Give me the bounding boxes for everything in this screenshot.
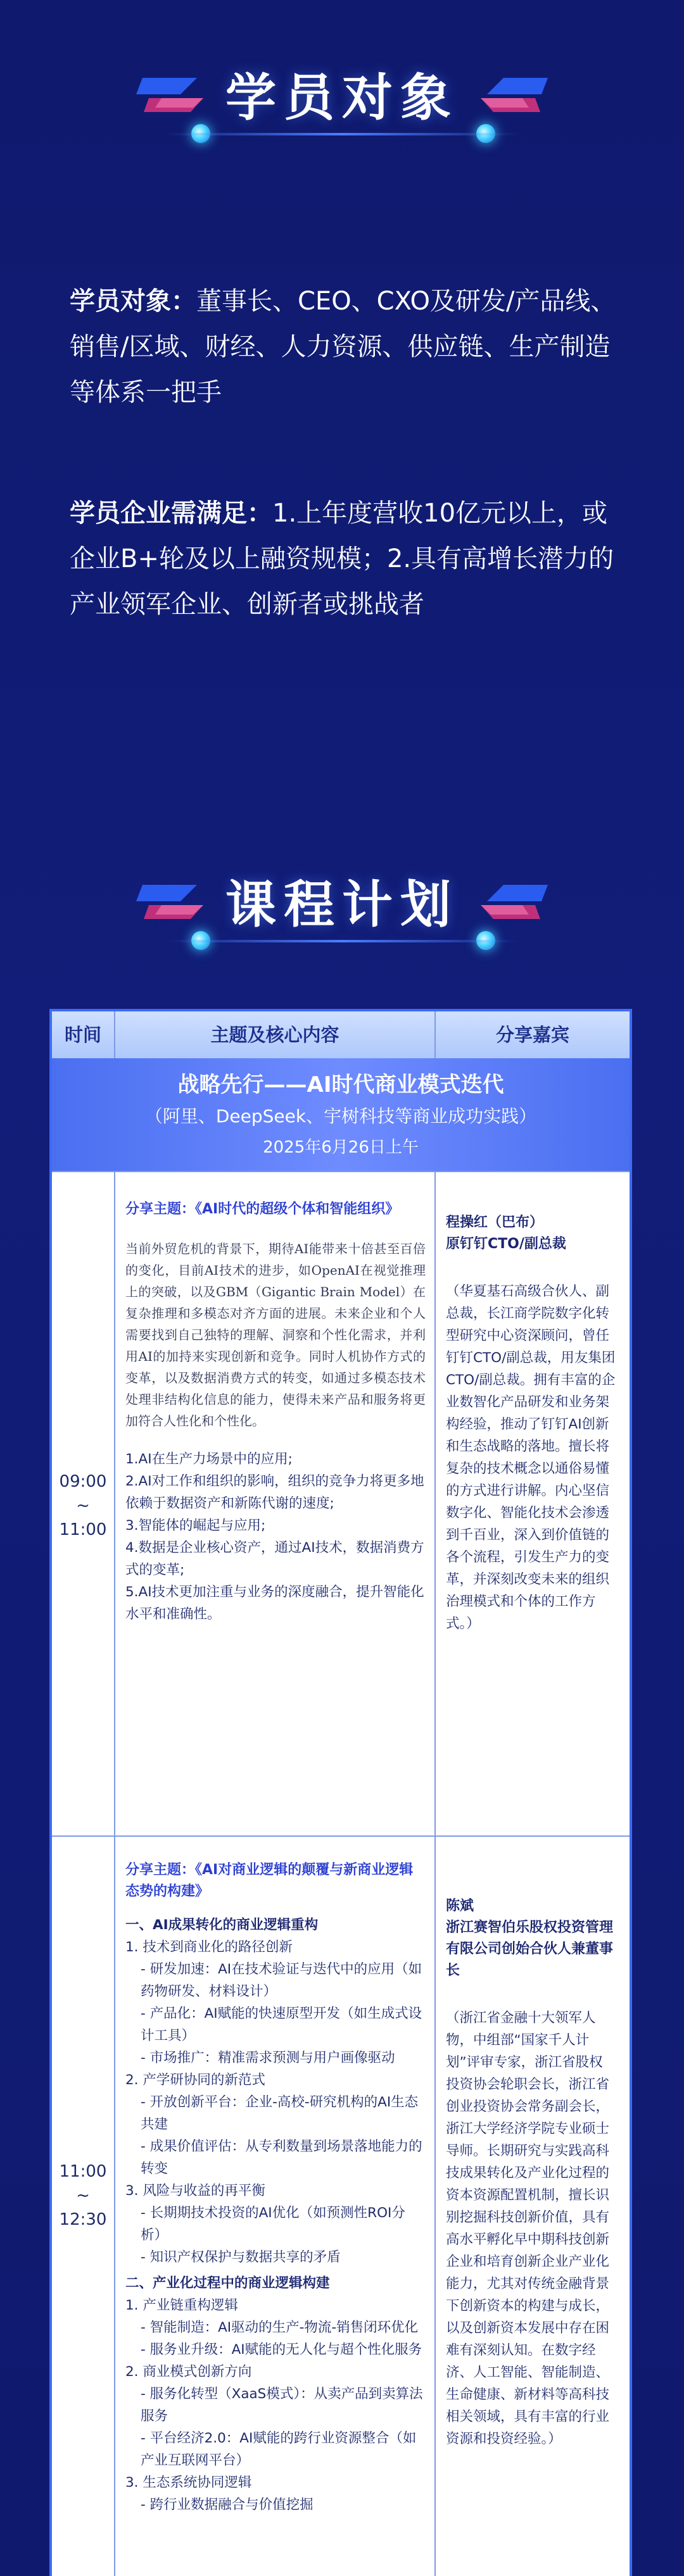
list-item: 4.数据是企业核心资产，通过AI技术，数据消费方式的变革; <box>125 1540 424 1578</box>
header-topic: 主题及核心内容 <box>210 1024 339 1046</box>
list-item: - 跨行业数据融合与价值挖掘 <box>141 2497 314 2513</box>
requirement-label: 学员企业需满足： <box>70 499 272 528</box>
guest-description: （华夏基石高级合伙人、副总裁，长江商学院数字化转型研究中心资深顾问，曾任钉钉CTO/副总裁，用友集团CTO/副总裁。拥有丰富的企业数智化产品研发和业务架构经验，推动了钉钉AI创新和生态战略的落地。擅长将复杂的技术概念以通俗易懂的方式进行讲解。内心坚信数字化、智能化技术会渗透到千百业，深入到价值链的各个流程，引发生产力的变革，并深刻改变未来的组织治理模式和个体的工作方式。） <box>446 1284 616 1632</box>
banner-title: 战略先行——AI时代商业模式迭代 <box>177 1072 504 1097</box>
guest-name: 程操红（巴布） <box>446 1215 544 1230</box>
section-heading: 二、产业化过程中的商业逻辑构建 <box>125 2275 330 2291</box>
list-item: - 服务化转型（XaaS模式）：从卖产品到卖算法服务 <box>141 2386 423 2424</box>
topic-title: 分享主题：《AI对商业逻辑的颠覆与新商业逻辑态势的构建》 <box>125 1862 414 1899</box>
title-underline <box>165 940 519 942</box>
time-cell <box>52 1470 114 1542</box>
list-item: - 知识产权保护与数据共享的矛盾 <box>141 2249 341 2265</box>
list-item: - 市场推广：精准需求预测与用户画像驱动 <box>141 2050 395 2066</box>
requirement-text: 1.上年度营收10亿元以上，或企业B+轮及以上融资规模；2.具有高增长潜力的产业领军企业、创新者或挑战者 <box>70 499 614 619</box>
section-title-audience: 学员对象 <box>225 68 459 127</box>
list-item: - 智能制造：AI驱动的生产-物流-销售闭环优化 <box>141 2320 419 2335</box>
list-item: - 研发加速：AI在技术验证与迭代中的应用（如药物研发、材料设计） <box>141 1961 422 1999</box>
list-item: - 成果价值评估：从专利数量到场景落地能力的转变 <box>141 2139 422 2177</box>
table-row <box>52 1835 630 2576</box>
divider <box>434 1011 436 1058</box>
guest-description: （浙江省金融十大领军人物，中组部“国家千人计划”评审专家，浙江省股权投资协会轮职会长，浙江省创业投资协会常务副会长，浙江大学经济学院专业硕士导师。长期研究与实践高科技成果转化及产业化过程的资本资源配置机制，擅长识别挖掘科技创新价值，具有高水平孵化早中期科技创新企业和培育创新企业产业化能力，尤其对传统金融背景下创新资本的构建与成长，以及创新资本发展中存在困难有深刻认知。在数字经济、人工智能、智能制造、生命健康、新材料等高科技相关领域，具有丰富的行业资源和投资经验。） <box>446 2010 610 2447</box>
list-item: 5.AI技术更加注重与业务的深度融合，提升智能化水平和准确性。 <box>125 1584 424 1622</box>
guest-name: 陈斌 <box>446 1898 474 1914</box>
section-heading: 一、AI成果转化的商业逻辑重构 <box>125 1917 319 1933</box>
table-row <box>52 1171 630 1837</box>
list-item: - 长期期技术投资的AI优化（如预测性ROI分析） <box>141 2205 405 2243</box>
schedule-table <box>52 1011 630 2576</box>
time-start: 09:00 <box>59 1472 107 1491</box>
table-header <box>52 1011 630 1058</box>
title-underline <box>165 133 519 135</box>
divider <box>434 1172 436 1837</box>
content-cell <box>125 1860 426 2516</box>
content-cell <box>125 1199 426 1625</box>
guest-title: 浙江赛智伯乐股权投资管理有限公司创始合伙人兼董事长 <box>446 1920 614 1979</box>
divider <box>114 1837 115 2576</box>
requirement-paragraph <box>70 491 627 627</box>
header-time: 时间 <box>64 1024 101 1046</box>
topic-title: 分享主题：《AI时代的超级个体和智能组织》 <box>125 1201 400 1217</box>
guest-cell <box>446 1895 616 2450</box>
banner-date: 2025年6月26日上午 <box>263 1138 419 1157</box>
audience-text: 董事长、CEO、CXO及研发/产品线、销售/区域、财经、人力资源、供应链、生产制造等体系一把手 <box>70 287 616 407</box>
list-item: - 平台经济2.0：AI赋能的跨行业资源整合（如产业互联网平台） <box>141 2430 417 2468</box>
guest-cell <box>446 1211 616 1635</box>
header-guest: 分享嘉宾 <box>495 1024 569 1046</box>
list-item: 2.AI对工作和组织的影响，组织的竞争力将更多地依赖于数据资产和新陈代谢的速度; <box>125 1473 424 1511</box>
audience-paragraph <box>70 278 627 415</box>
points-list <box>125 1448 426 1625</box>
list-item: 2. 产学研协同的新范式 <box>125 2072 265 2088</box>
list-item: 3. 生态系统协同逻辑 <box>125 2475 252 2491</box>
time-end: 11:00 <box>59 1520 107 1539</box>
divider <box>114 1172 115 1837</box>
list-item: 3. 风险与收益的再平衡 <box>125 2183 265 2199</box>
section-header-schedule <box>0 845 684 940</box>
list-item: 3.智能体的崛起与应用; <box>125 1518 266 1534</box>
time-cell <box>52 2160 114 2232</box>
divider <box>434 1837 436 2576</box>
banner-subtitle: （阿里、DeepSeek、宇树科技等商业成功实践） <box>144 1106 537 1127</box>
list-item: 1. 技术到商业化的路径创新 <box>125 1939 293 1955</box>
time-start: 11:00 <box>59 2162 107 2181</box>
list-item: - 服务业升级：AI赋能的无人化与超个性化服务 <box>141 2342 422 2358</box>
time-separator: ~ <box>76 1496 90 1515</box>
list-item: 1. 产业链重构逻辑 <box>125 2298 238 2313</box>
list-item: 2. 商业模式创新方向 <box>125 2364 252 2380</box>
list-item: - 产品化：AI赋能的快速原型开发（如生成式设计工具） <box>141 2006 422 2044</box>
topic-intro: 当前外贸危机的背景下，期待AI能带来十倍甚至百倍的变化，目前AI技术的进步，如OpenAI在视觉推理上的突破，以及GBM（Gigantic Brain Model）在复杂推理和多模态对齐方面的进展。未来企业和个人需要找到自己独特的理解、洞察和个性化需求，并利用AI的加持来实现创新和竞争。同时人机协作方式的变革，以及数据消费方式的转变，如通过多模态技术处理非结构化信息的能力，使得未来产品和服务将更加符合人性化和个性化。 <box>125 1241 426 1429</box>
session-banner <box>52 1058 630 1171</box>
guest-title: 原钉钉CTO/副总裁 <box>446 1236 566 1252</box>
time-end: 12:30 <box>59 2210 107 2229</box>
divider <box>114 1011 115 1058</box>
audience-label: 学员对象： <box>70 287 196 316</box>
time-separator: ~ <box>76 2186 90 2205</box>
section-title-schedule: 课程计划 <box>225 875 459 934</box>
list-item: 1.AI在生产力场景中的应用; <box>125 1451 293 1467</box>
section-header-audience <box>0 38 684 133</box>
list-item: - 开放创新平台：企业-高校-研究机构的AI生态共建 <box>141 2094 419 2132</box>
